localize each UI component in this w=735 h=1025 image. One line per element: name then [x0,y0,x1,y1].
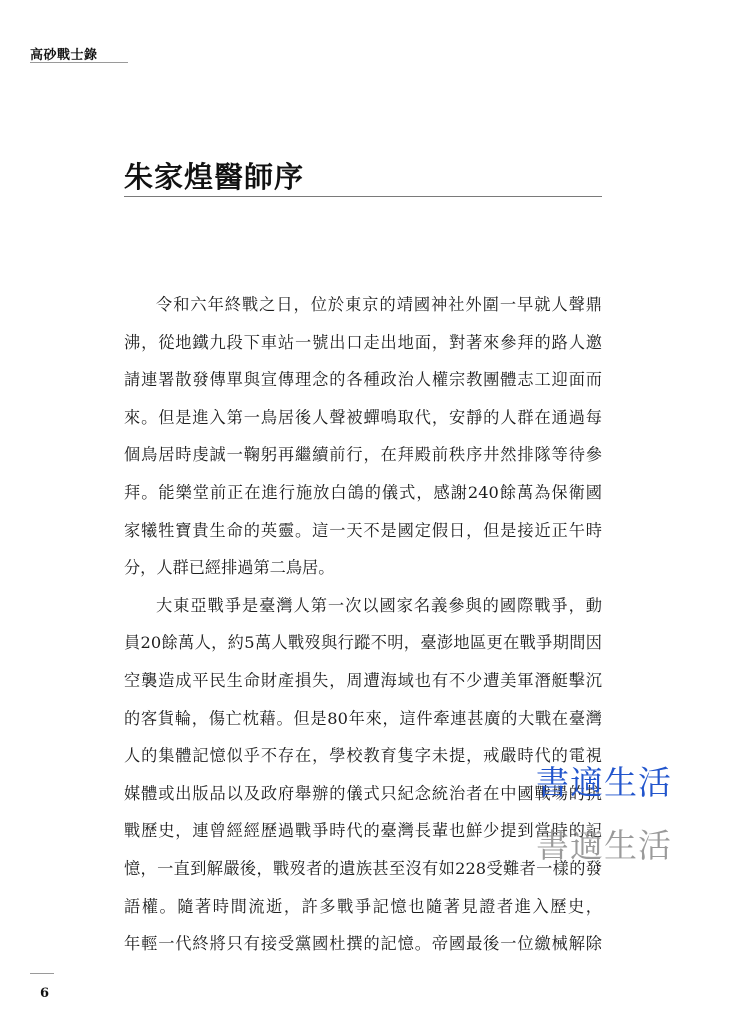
body-line: 個鳥居時虔誠一鞠躬再繼續前行，在拜殿前秩序井然排隊等待參 [124,445,602,465]
body-line: 年輕一代終將只有接受黨國杜撰的記憶。帝國最後一位繳械解除 [124,934,602,954]
body-line: 的客貨輪，傷亡枕藉。但是80年來，這件牽連甚廣的大戰在臺灣 [124,708,602,728]
body-line: 拜。能樂堂前正在進行施放白鴿的儀式，感謝240餘萬為保衛國 [124,482,602,502]
body-line: 大東亞戰爭是臺灣人第一次以國家名義參與的國際戰爭，動 [156,595,602,615]
body-line: 請連署散發傳單與宣傳理念的各種政治人權宗教團體志工迎面而 [124,370,602,390]
folio-rule [30,973,54,974]
watermark-blue: 書適生活 [536,763,672,802]
page-number: 6 [40,986,50,1001]
body-line: 媒體或出版品以及政府舉辦的儀式只紀念統治者在中國戰場的抗 [124,783,602,803]
body-line: 戰歷史，連曾經經歷過戰爭時代的臺灣長輩也鮮少提到當時的記 [124,821,602,841]
body-line: 員20餘萬人，約5萬人戰歿與行蹤不明，臺澎地區更在戰爭期間因 [124,633,602,653]
body-line: 沸，從地鐵九段下車站一號出口走出地面，對著來參拜的路人邀 [124,332,602,352]
body-line: 語權。隨著時間流逝，許多戰爭記憶也隨著見證者進入歷史， [124,896,602,916]
body-line: 人的集體記憶似乎不存在，學校教育隻字未提，戒嚴時代的電視 [124,746,602,766]
body-line: 空襲造成平民生命財產損失，周遭海域也有不少遭美軍潛艇擊沉 [124,670,602,690]
body-text [124,286,602,963]
title-rule [124,196,602,197]
running-header-book-title: 高砂戰士錄 [30,48,98,63]
header-rule [30,62,128,63]
body-line: 令和六年終戰之日，位於東京的靖國神社外圍一早就人聲鼎 [156,295,602,314]
body-line: 家犧牲寶貴生命的英靈。這一天不是國定假日，但是接近正午時 [124,520,602,540]
watermark-gray: 書適生活 [536,826,672,865]
body-line: 分，人群已經排過第二鳥居。 [124,558,335,578]
body-line: 憶，一直到解嚴後，戰歿者的遺族甚至沒有如228受難者一樣的發 [124,858,602,878]
chapter-title: 朱家煌醫師序 [124,160,305,194]
body-line: 來。但是進入第一鳥居後人聲被蟬鳴取代，安靜的人群在通過每 [124,407,602,427]
